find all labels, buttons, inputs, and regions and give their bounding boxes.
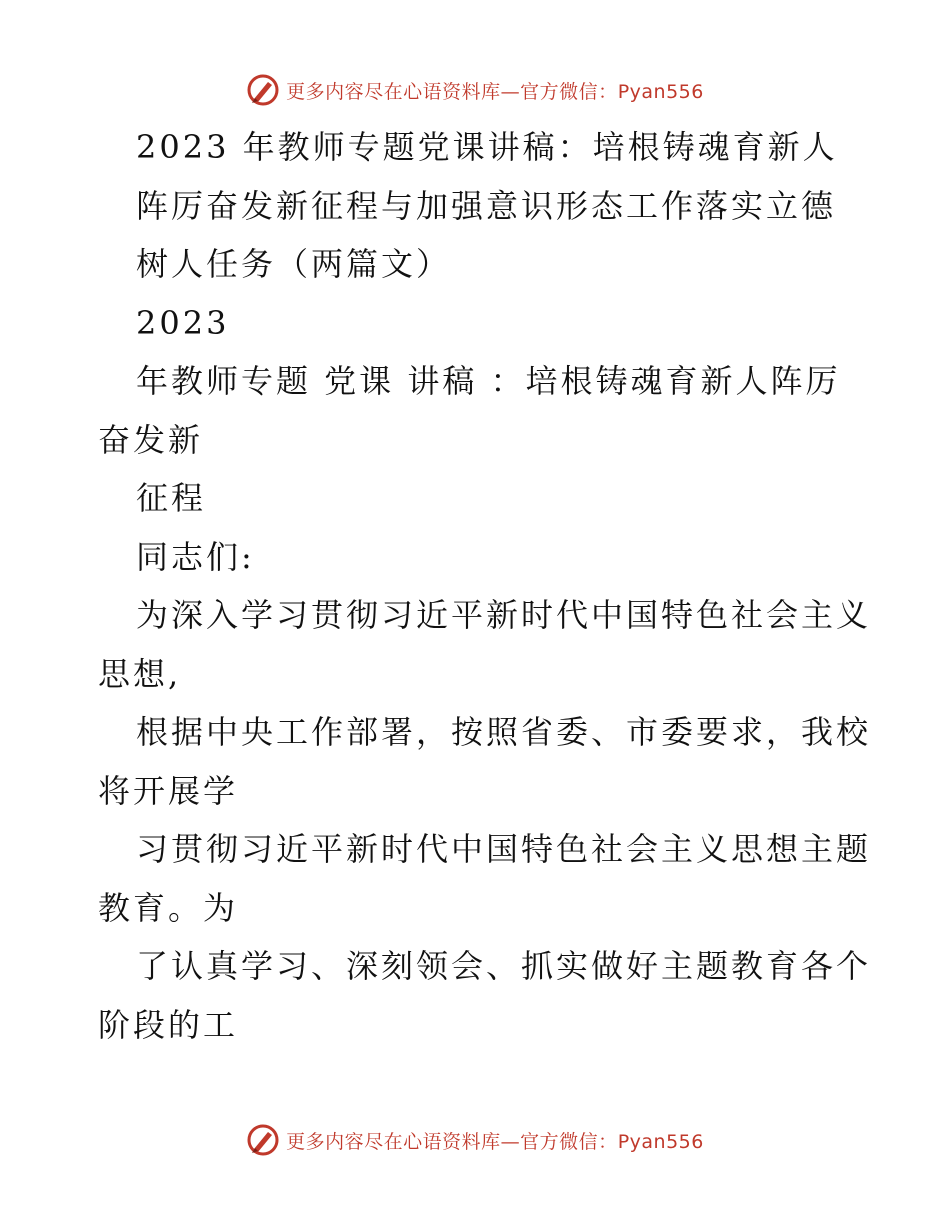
document-line: 年教师专题 党课 讲稿 ：培根铸魂育新人阵厉 bbox=[136, 362, 841, 400]
banner-wechat-id: Pyan556 bbox=[617, 1130, 704, 1153]
header-watermark-banner bbox=[0, 70, 950, 110]
document-line: 阵厉奋发新征程与加强意识形态工作落实立德 bbox=[136, 186, 837, 225]
document-line: 2023 年教师专题党课讲稿：培根铸魂育新人 bbox=[136, 128, 838, 166]
document-body bbox=[98, 118, 878, 1054]
banner-text bbox=[286, 77, 704, 104]
banner-wechat-label: 官方微信： bbox=[520, 80, 618, 103]
pen-logo-icon bbox=[246, 73, 280, 107]
document-line: 2023 bbox=[136, 303, 230, 342]
document-line: 树人任务（两篇文） bbox=[136, 245, 452, 283]
banner-wechat-label: 官方微信： bbox=[520, 1130, 618, 1153]
banner-separator: — bbox=[500, 1130, 521, 1153]
document-line: 了认真学习、深刻领会、抓实做好主题教育各个 bbox=[136, 947, 872, 985]
document-line: 奋发新 bbox=[98, 420, 204, 459]
banner-separator: — bbox=[500, 80, 521, 103]
document-line: 根据中央工作部署，按照省委、市委要求，我校 bbox=[136, 713, 872, 751]
pen-logo-icon bbox=[246, 1123, 280, 1157]
banner-site-text: 更多内容尽在心语资料库 bbox=[286, 80, 501, 103]
banner-wechat-id: Pyan556 bbox=[617, 80, 704, 103]
document-line: 将开展学 bbox=[98, 771, 239, 810]
document-line: 思想, bbox=[98, 654, 182, 693]
document-line: 征程 bbox=[136, 479, 207, 517]
banner-text bbox=[286, 1127, 704, 1154]
document-line: 同志们: bbox=[136, 537, 255, 576]
document-line: 为深入学习贯彻习近平新时代中国特色社会主义 bbox=[136, 596, 872, 634]
banner-site-text: 更多内容尽在心语资料库 bbox=[286, 1130, 501, 1153]
document-line: 阶段的工 bbox=[98, 1005, 239, 1044]
footer-watermark-banner bbox=[0, 1120, 950, 1160]
document-line: 习贯彻习近平新时代中国特色社会主义思想主题 bbox=[136, 830, 872, 868]
document-line: 教育。为 bbox=[98, 888, 239, 927]
